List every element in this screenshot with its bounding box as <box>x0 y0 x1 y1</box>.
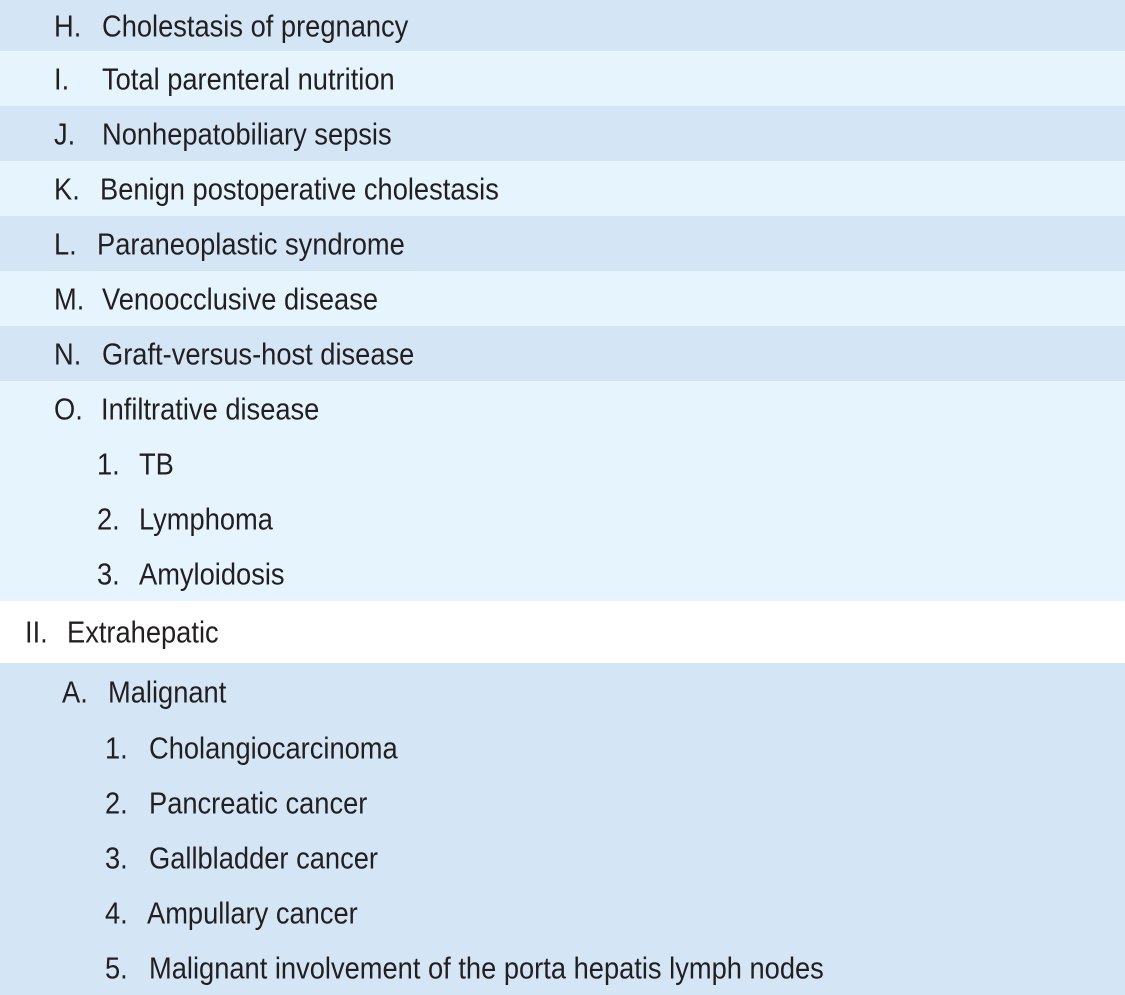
item-label: H. <box>54 8 82 43</box>
item-label: K. <box>54 171 80 206</box>
sub-item-text: TB <box>139 446 174 481</box>
sub-item <box>0 775 1125 830</box>
sub-item-text: Cholangiocarcinoma <box>149 730 398 765</box>
sub-item-label: 3. <box>97 556 120 591</box>
infiltrative-disease-block <box>0 381 1125 601</box>
item-label: N. <box>54 336 82 371</box>
sub-item-text: Ampullary cancer <box>147 895 358 930</box>
sub-item-text: Gallbladder cancer <box>149 840 378 875</box>
sub-item <box>0 940 1125 995</box>
list-item-h <box>0 0 1125 51</box>
list-item-n <box>0 326 1125 381</box>
list-item-a <box>0 663 1125 720</box>
item-label: A. <box>62 674 88 709</box>
list-item-o <box>0 381 1125 436</box>
item-label: I. <box>54 61 70 96</box>
list-item-l <box>0 216 1125 271</box>
sub-item-label: 2. <box>105 785 128 820</box>
sub-item-label: 1. <box>105 730 128 765</box>
item-text: Total parenteral nutrition <box>102 61 395 96</box>
item-text: Infiltrative disease <box>101 391 320 426</box>
list-item-i <box>0 51 1125 106</box>
item-text: Cholestasis of pregnancy <box>102 8 409 43</box>
list-item-m <box>0 271 1125 326</box>
list-item-j <box>0 106 1125 161</box>
item-label: J. <box>54 116 76 151</box>
sub-item <box>0 830 1125 885</box>
item-text: Graft-versus-host disease <box>102 336 415 371</box>
item-text: Nonhepatobiliary sepsis <box>102 116 392 151</box>
item-label: O. <box>54 391 83 426</box>
sub-item <box>0 436 1125 491</box>
item-text: Malignant <box>108 674 227 709</box>
sub-item-label: 4. <box>105 895 128 930</box>
item-label: L. <box>54 226 77 261</box>
sub-item-text: Amyloidosis <box>139 556 285 591</box>
section-label: II. <box>25 614 48 650</box>
item-text: Venoocclusive disease <box>102 281 379 316</box>
sub-item <box>0 491 1125 546</box>
sub-item <box>0 885 1125 940</box>
sub-item-label: 3. <box>105 840 128 875</box>
malignant-block <box>0 663 1125 995</box>
item-text: Paraneoplastic syndrome <box>97 226 405 261</box>
item-label: M. <box>54 281 85 316</box>
list-item-k <box>0 161 1125 216</box>
section-text: Extrahepatic <box>67 614 219 650</box>
sub-item-label: 5. <box>105 950 128 985</box>
sub-item-text: Lymphoma <box>139 501 273 536</box>
sub-item-label: 1. <box>97 446 120 481</box>
section-heading-extrahepatic <box>0 601 1125 663</box>
sub-item-text: Pancreatic cancer <box>149 785 368 820</box>
sub-item <box>0 720 1125 775</box>
sub-item <box>0 546 1125 601</box>
sub-item-text: Malignant involvement of the porta hepatis lymph nodes <box>149 950 824 985</box>
item-text: Benign postoperative cholestasis <box>100 171 499 206</box>
sub-item-label: 2. <box>97 501 120 536</box>
